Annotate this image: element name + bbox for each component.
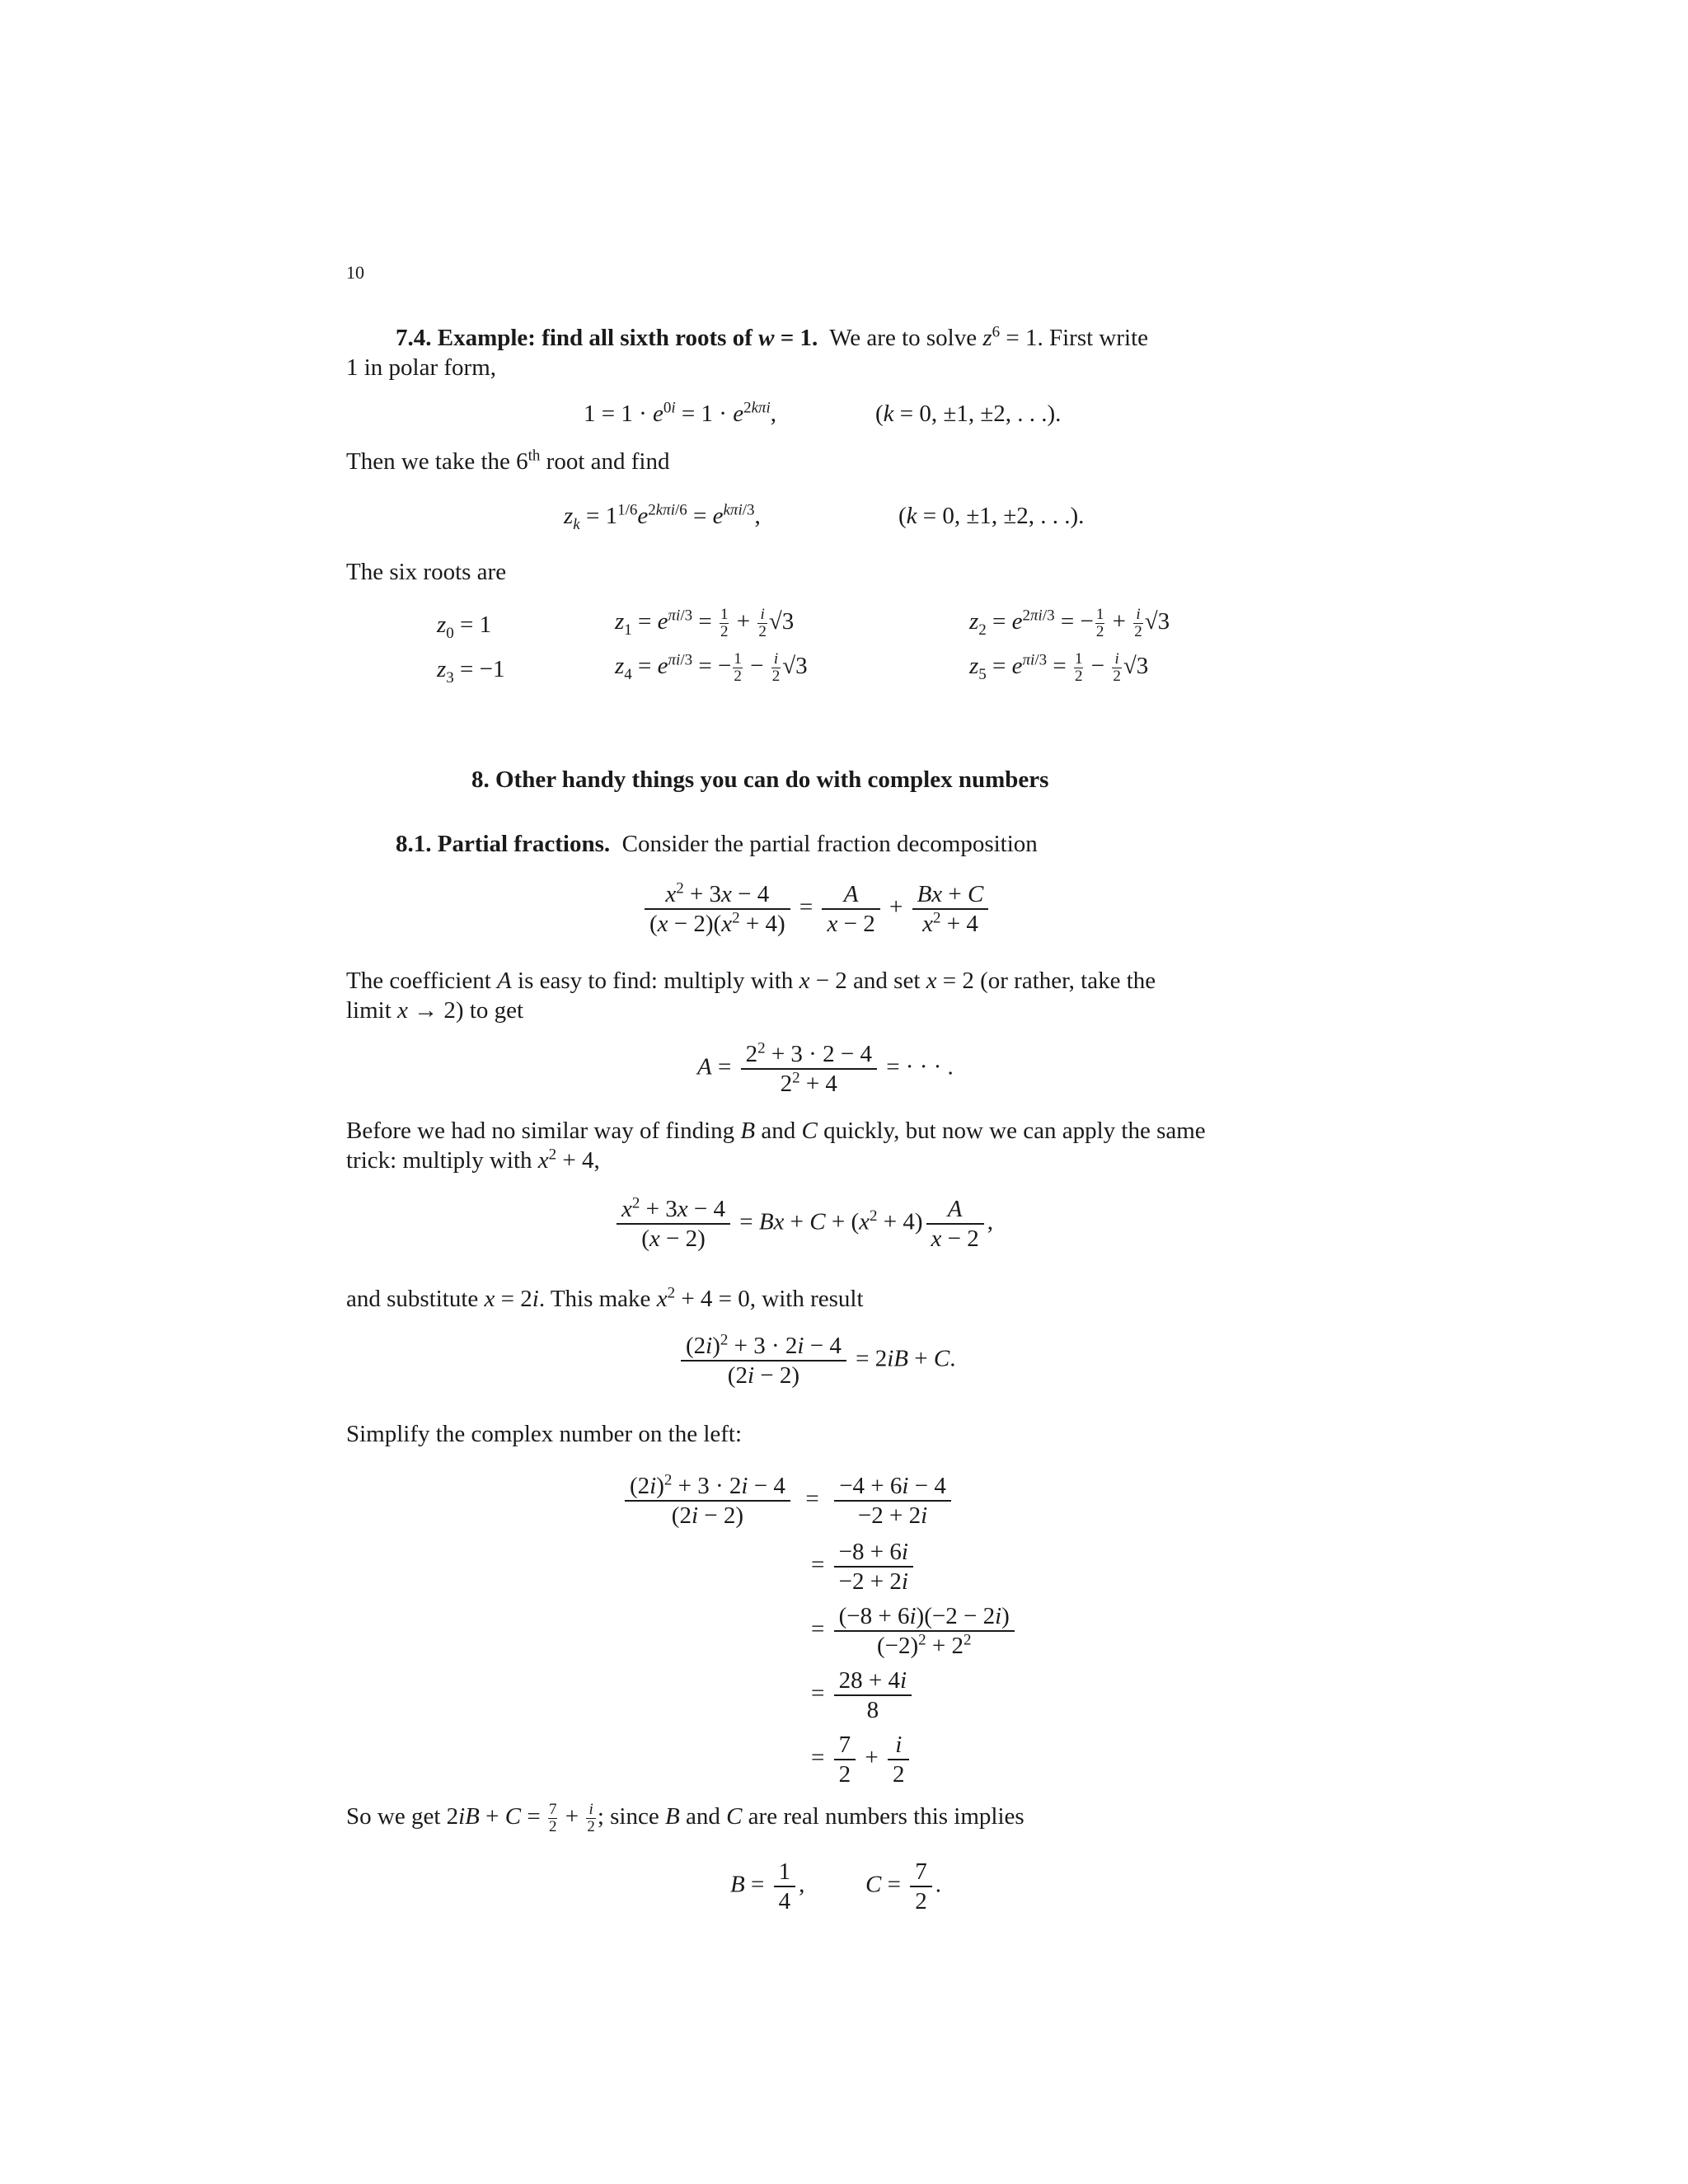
root-z5: $z_5 = e^{\pi i/3}$ = $\frac{1}{2}$ − $\frac{i}{2}$ √3 — [969, 650, 1149, 685]
simplify-line: Simplify the complex number on the left: — [346, 1421, 743, 1447]
coefficient-a-equation: A = $\frac{2^2 + 3 \cdot 2 - 4}{2^2 + 4}$ = · · · . — [697, 1039, 954, 1097]
section-7-4-heading: 7.4. Example: find all sixth roots of w = 1. — [396, 325, 818, 351]
so-we-get-line: So we get 2iB + C = $\frac{7}{2}$ + $\frac{i}{2}$ ; since B and C are real numbers this implies — [346, 1801, 1025, 1835]
section-8-1-text: Consider the partial fraction decomposition — [621, 831, 1038, 857]
section-8-1-heading: 8.1. Partial fractions. — [396, 831, 611, 857]
simplify-step-5: = $\frac{7}{2}$ + $\frac{i}{2}$ — [811, 1731, 912, 1788]
roots-k-range: (k = 0, ±1, ±2, . . .). — [898, 503, 1085, 529]
section-8-1-line — [396, 829, 1038, 859]
root-z2: $z_2 = e^{2\pi i/3}$ = − $\frac{1}{2}$ + $\frac{i}{2}$ √3 — [969, 606, 1170, 640]
coefficient-line-2: limit x → 2) to get — [346, 997, 524, 1024]
root-z3: $z_3 = -1$ — [437, 656, 505, 687]
six-roots-label: The six roots are — [346, 559, 507, 585]
substitute-line: and substitute x = 2i. This make $x^2 + 4 = 0$, with result — [346, 1284, 864, 1312]
polar-form-equation: $1 = 1 \cdot e^{0i} = 1 \cdot e^{2k\pi i}$, — [584, 399, 777, 427]
before-line-1: Before we had no similar way of finding B and C quickly, but now we can apply the same — [346, 1118, 1206, 1144]
final-c: C = $\frac{7}{2}$ . — [865, 1858, 941, 1915]
before-line-2: trick: multiply with $x^2 + 4$, — [346, 1146, 600, 1174]
page-number: 10 — [346, 262, 364, 283]
final-b: B = $\frac{1}{4}$ , — [730, 1858, 805, 1915]
then-take-root: Then we take the 6th root and find — [346, 447, 670, 475]
section-8-title: 8. Other handy things you can do with complex numbers — [471, 766, 1049, 793]
substitution-result: $\frac{(2i)^2 + 3 \cdot 2i - 4}{(2i - 2)}$ = 2iB + C. — [678, 1332, 955, 1390]
partial-fraction-equation: $\frac{x^2 + 3x - 4}{(x - 2)(x^2 + 4)}$ = $\frac{A}{x - 2}$ + $\frac{Bx + C}{x^2 + 4}$ — [641, 880, 992, 938]
simplify-step-2: = $\frac{-8 + 6i}{-2 + 2i}$ — [811, 1538, 917, 1596]
section-7-4-line-2: 1 in polar form, — [346, 354, 497, 381]
simplify-step-1: $\frac{(2i)^2 + 3 \cdot 2i - 4}{(2i - 2)}$ = $\frac{-4 + 6i - 4}{-2 + 2i}$ — [621, 1472, 954, 1530]
coefficient-line-1: The coefficient A is easy to find: multiply with x − 2 and set x = 2 (or rather, take the — [346, 968, 1156, 994]
root-z4: $z_4 = e^{\pi i/3}$ = − $\frac{1}{2}$ − $\frac{i}{2}$ √3 — [615, 650, 808, 685]
polar-form-k-range: (k = 0, ±1, ±2, . . .). — [875, 401, 1062, 427]
multiply-equation: $\frac{x^2 + 3x - 4}{(x - 2)}$ = $Bx + C + (x^2 + 4)$ $\frac{A}{x - 2}$ , — [613, 1195, 993, 1253]
section-7-4-line-1: 7.4. Example: find all sixth roots of w = 1. We are to solve $z^6 = 1$. First write — [396, 323, 1149, 351]
roots-formula: $z_k = 1^{1/6}e^{2k\pi i/6} = e^{k\pi i/3}$, — [564, 501, 761, 533]
root-z1: $z_1 = e^{\pi i/3}$ = $\frac{1}{2}$ + $\frac{i}{2}$ √3 — [615, 606, 795, 640]
root-z0: $z_0 = 1$ — [437, 612, 492, 642]
simplify-step-3: = $\frac{(-8 + 6i)(-2 - 2i)}{(-2)^2 + 2^2}$ — [811, 1602, 1018, 1660]
simplify-step-4: = $\frac{28 + 4i}{8}$ — [811, 1666, 915, 1724]
